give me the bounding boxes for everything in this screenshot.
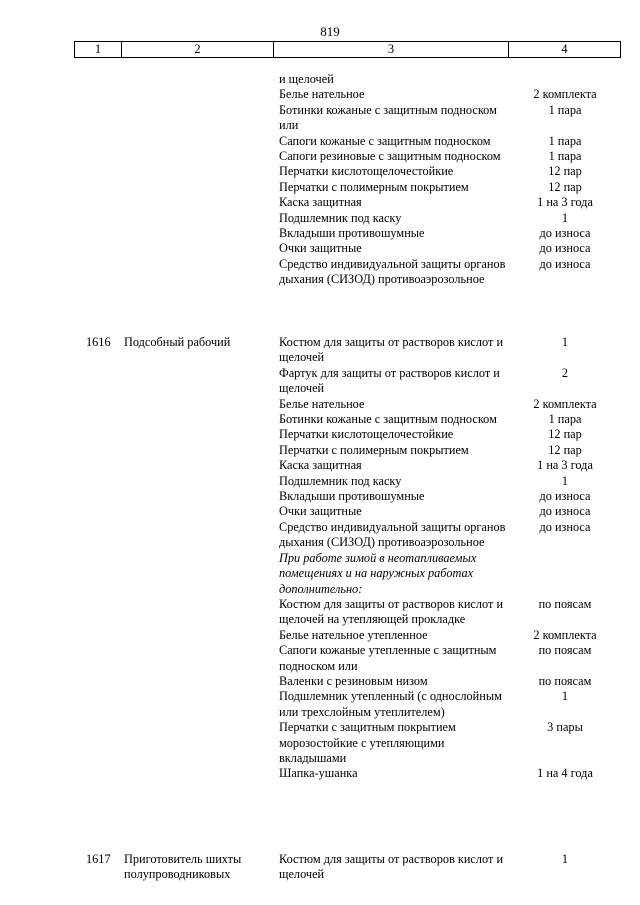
ppe-item-name: Перчатки с полимерным покрытием — [279, 179, 469, 194]
ppe-item — [279, 195, 619, 210]
ppe-item — [279, 443, 619, 458]
ppe-item — [279, 87, 619, 102]
ppe-item-quantity: по поясам — [538, 643, 592, 658]
ppe-item-name: Очки защитные — [279, 504, 362, 519]
ppe-item — [279, 720, 619, 766]
ppe-item-quantity: 1 — [561, 852, 569, 866]
ppe-item-name: Каска защитная — [279, 195, 362, 210]
ppe-item-name: Средство индивидуальной защиты органов дыхания (СИЗОД) противоаэрозольное — [279, 256, 506, 287]
ppe-item-quantity: 1 на 3 года — [537, 458, 593, 473]
ppe-item-quantity: 2 комплекта — [533, 627, 597, 642]
ppe-item-name: Ботинки кожаные с защитным подноском — [279, 412, 497, 427]
ppe-item-name: Сапоги резиновые с защитным подноском — [279, 149, 501, 164]
ppe-item — [279, 226, 619, 241]
ppe-item — [279, 628, 619, 643]
ppe-item-quantity: 1 на 4 года — [537, 766, 593, 781]
ppe-item-quantity: 12 пар — [548, 442, 582, 457]
ppe-item — [279, 474, 619, 489]
ppe-item-name: Перчатки кислотощелочестойкие — [279, 164, 454, 179]
ppe-item-quantity: 1 — [561, 335, 569, 349]
ppe-item-name: Фартук для защиты от растворов кислот и щелочей — [279, 365, 500, 396]
ppe-item-quantity: 2 комплекта — [533, 87, 597, 102]
ppe-item-quantity: 1 на 3 года — [537, 195, 593, 210]
page-number: 819 — [320, 24, 340, 39]
ppe-item-name: Подшлемник утепленный (с однослойным или трехслойным утеплителем) — [279, 689, 502, 719]
ppe-item-quantity: 12 пар — [548, 164, 582, 179]
ppe-item — [279, 427, 619, 442]
ppe-item — [279, 489, 619, 504]
ppe-item — [279, 149, 619, 164]
ppe-item — [279, 164, 619, 179]
ppe-item-name: Белье нательное — [279, 396, 365, 411]
ppe-item-quantity: 1 пара — [548, 102, 582, 117]
ppe-item-name: Валенки с резиновым низом — [279, 673, 428, 688]
ppe-item — [279, 211, 619, 226]
ppe-item-quantity: 1 — [561, 210, 569, 225]
ppe-item-name: Ботинки кожаные с защитным подноском или — [279, 102, 497, 133]
ppe-item-quantity: по поясам — [538, 673, 592, 688]
ppe-item — [279, 335, 619, 366]
ppe-item-name: При работе зимой в неотапливаемых помещениях и на наружных работах дополнительно: — [279, 550, 477, 596]
ppe-item-quantity: до износа — [539, 226, 591, 241]
ppe-item-name: и щелочей — [279, 72, 334, 86]
column-header-row — [74, 41, 621, 58]
ppe-item-quantity: 1 — [561, 689, 569, 704]
ppe-item-name: Белье нательное утепленное — [279, 627, 428, 642]
ppe-item-name: Средство индивидуальной защиты органов дыхания (СИЗОД) противоаэрозольное — [279, 519, 506, 550]
ppe-item-name: Костюм для защиты от растворов кислот и щелочей — [279, 852, 504, 882]
column-header-4: 4 — [509, 42, 621, 58]
ppe-item-name: Шапка-ушанка — [279, 766, 358, 781]
ppe-item-name: Перчатки с защитным покрытием морозостойкие с утепляющими вкладышами — [279, 720, 456, 765]
row-code: 1617 — [86, 852, 111, 866]
ppe-item — [279, 520, 619, 551]
ppe-item-name: Костюм для защиты от растворов кислот и щелочей на утепляющей прокладке — [279, 596, 504, 627]
ppe-item-name: Подшлемник под каску — [279, 210, 402, 225]
ppe-item-name: Подшлемник под каску — [279, 473, 402, 488]
ppe-item-quantity: до износа — [539, 241, 591, 256]
ppe-item — [279, 766, 619, 781]
row-code: 1616 — [86, 335, 111, 349]
ppe-item — [279, 257, 619, 288]
ppe-item — [279, 103, 619, 134]
ppe-item-name: Белье нательное — [279, 87, 365, 102]
ppe-item-name: Очки защитные — [279, 241, 362, 256]
ppe-item-quantity: 1 пара — [548, 149, 582, 164]
ppe-item — [279, 241, 619, 256]
ppe-item — [279, 458, 619, 473]
ppe-item — [279, 397, 619, 412]
profession-name: Приготовитель шихты полупроводниковых — [124, 852, 242, 882]
ppe-item — [279, 551, 619, 597]
ppe-item-name: Перчатки кислотощелочестойкие — [279, 427, 454, 442]
ppe-item — [279, 674, 619, 689]
ppe-item-quantity: 12 пар — [548, 179, 582, 194]
ppe-item-quantity: 1 пара — [548, 412, 582, 427]
ppe-item-quantity: до износа — [539, 489, 591, 504]
column-header-3: 3 — [274, 42, 509, 58]
ppe-item-name: Вкладыши противошумные — [279, 226, 425, 241]
ppe-item — [279, 366, 619, 397]
ppe-item-name: Перчатки с полимерным покрытием — [279, 442, 469, 457]
ppe-item-quantity: 12 пар — [548, 427, 582, 442]
ppe-item-name: Сапоги кожаные с защитным подноском — [279, 133, 491, 148]
ppe-item — [279, 852, 619, 883]
ppe-item — [279, 134, 619, 149]
ppe-item-quantity: 1 — [561, 473, 569, 488]
ppe-item-quantity: 1 пара — [548, 133, 582, 148]
ppe-item — [279, 412, 619, 427]
ppe-item — [279, 643, 619, 674]
ppe-item-quantity: до износа — [539, 256, 591, 271]
ppe-item-list — [279, 852, 619, 883]
ppe-item — [279, 689, 619, 720]
ppe-item-name: Каска защитная — [279, 458, 362, 473]
ppe-item-quantity: 2 — [561, 365, 569, 380]
ppe-item — [279, 504, 619, 519]
ppe-item-quantity: по поясам — [538, 596, 592, 611]
ppe-item-quantity: до износа — [539, 519, 591, 534]
column-header-2: 2 — [122, 42, 274, 58]
ppe-item-list — [279, 72, 619, 288]
ppe-item-name: Сапоги кожаные утепленные с защитным подноском или — [279, 643, 497, 673]
ppe-item — [279, 180, 619, 195]
ppe-item-name: Вкладыши противошумные — [279, 489, 425, 504]
ppe-item-quantity: до износа — [539, 504, 591, 519]
ppe-item-quantity: 2 комплекта — [533, 396, 597, 411]
column-header-1: 1 — [75, 42, 122, 58]
ppe-item — [279, 72, 619, 87]
ppe-item-quantity: 3 пары — [547, 720, 583, 735]
ppe-item-name: Костюм для защиты от растворов кислот и щелочей — [279, 335, 504, 365]
ppe-item-list — [279, 335, 619, 782]
profession-name: Подсобный рабочий — [124, 335, 231, 349]
ppe-item — [279, 597, 619, 628]
